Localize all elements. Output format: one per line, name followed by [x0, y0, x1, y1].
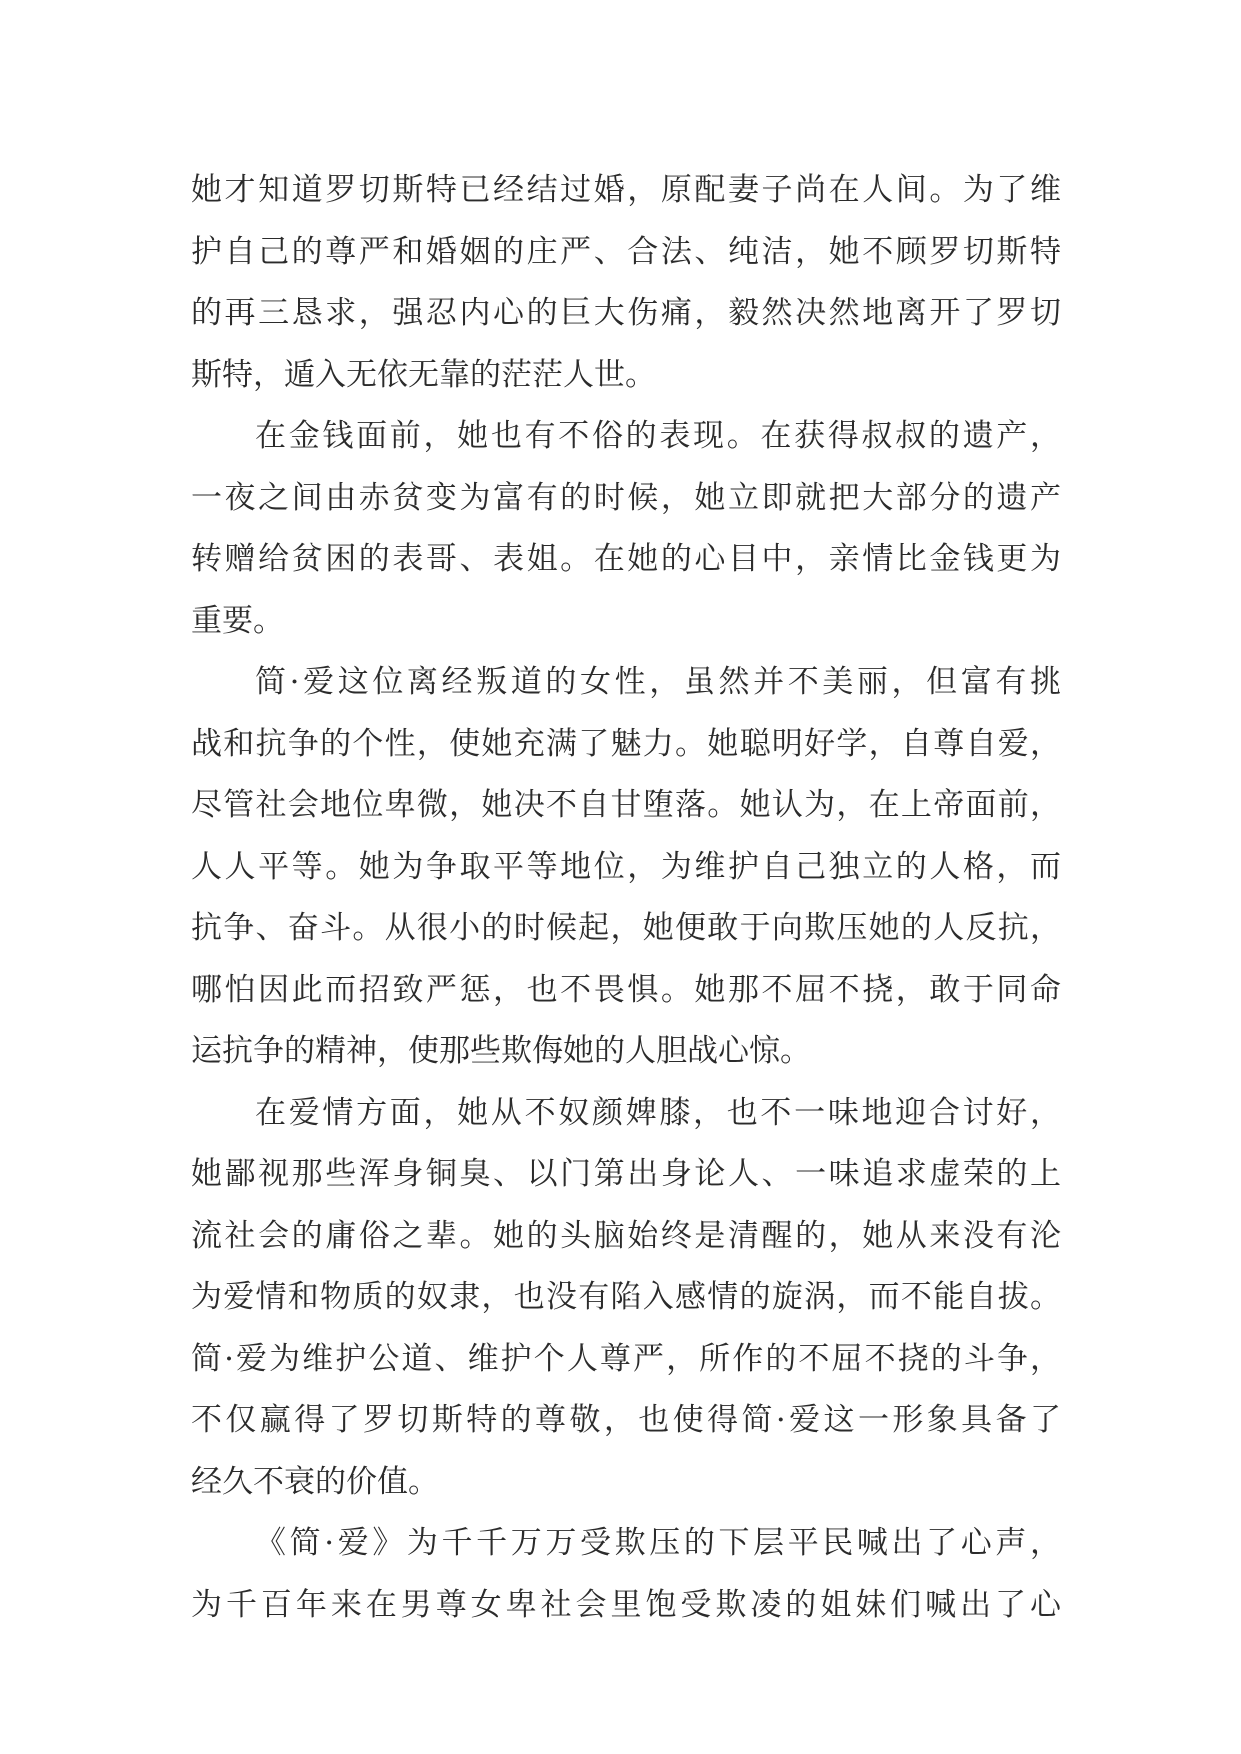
text-line: 为千百年来在男尊女卑社会里饱受欺凌的姐妹们喊出了心: [191, 1586, 1061, 1623]
text-line: 护自己的尊严和婚姻的庄严、合法、纯洁，她不顾罗切斯特: [191, 233, 1061, 270]
text-line: 为爱情和物质的奴隶，也没有陷入感情的旋涡，而不能自拔。: [191, 1279, 1061, 1315]
text-line: 抗争、奋斗。从很小的时候起，她便敢于向欺压她的人反抗，: [191, 910, 1061, 946]
text-line: 不仅赢得了罗切斯特的尊敬，也使得简·爱这一形象具备了: [191, 1402, 1061, 1438]
text-line: 流社会的庸俗之辈。她的头脑始终是清醒的，她从来没有沦: [191, 1217, 1061, 1254]
text-line: 斯特，遁入无依无靠的茫茫人世。: [191, 356, 656, 393]
text-line: 运抗争的精神，使那些欺侮她的人胆战心惊。: [191, 1033, 811, 1069]
paragraph-first-line: 在金钱面前，她也有不俗的表现。在获得叔叔的遗产，: [255, 418, 1061, 454]
text-line: 尽管社会地位卑微，她决不自甘堕落。她认为，在上帝面前，: [191, 787, 1061, 823]
text-line: 转赠给贫困的表哥、表姐。在她的心目中，亲情比金钱更为: [191, 541, 1061, 577]
text-line: 的再三恳求，强忍内心的巨大伤痛，毅然决然地离开了罗切: [191, 295, 1061, 331]
text-line: 一夜之间由赤贫变为富有的时候，她立即就把大部分的遗产: [191, 479, 1061, 516]
text-line: 战和抗争的个性，使她充满了魅力。她聪明好学，自尊自爱，: [191, 725, 1061, 762]
text-line: 人人平等。她为争取平等地位，为维护自己独立的人格，而: [191, 848, 1061, 885]
text-line: 哪怕因此而招致严惩，也不畏惧。她那不屈不挠，敢于同命: [191, 971, 1061, 1008]
text-line: 经久不衰的价值。: [191, 1463, 439, 1500]
text-line: 她鄙视那些浑身铜臭、以门第出身论人、一味追求虚荣的上: [191, 1156, 1061, 1192]
text-line: 她才知道罗切斯特已经结过婚，原配妻子尚在人间。为了维: [191, 172, 1061, 208]
paragraph-first-line: 在爱情方面，她从不奴颜婢膝，也不一味地迎合讨好，: [255, 1094, 1061, 1131]
document-body: [191, 160, 1061, 1636]
paragraph-first-line: 简·爱这位离经叛道的女性，虽然并不美丽，但富有挑: [255, 664, 1061, 700]
text-line: 重要。: [191, 602, 284, 639]
text-line: 简·爱为维护公道、维护个人尊严，所作的不屈不挠的斗争，: [191, 1340, 1061, 1377]
paragraph-first-line: 《简·爱》为千千万万受欺压的下层平民喊出了心声，: [255, 1525, 1061, 1561]
